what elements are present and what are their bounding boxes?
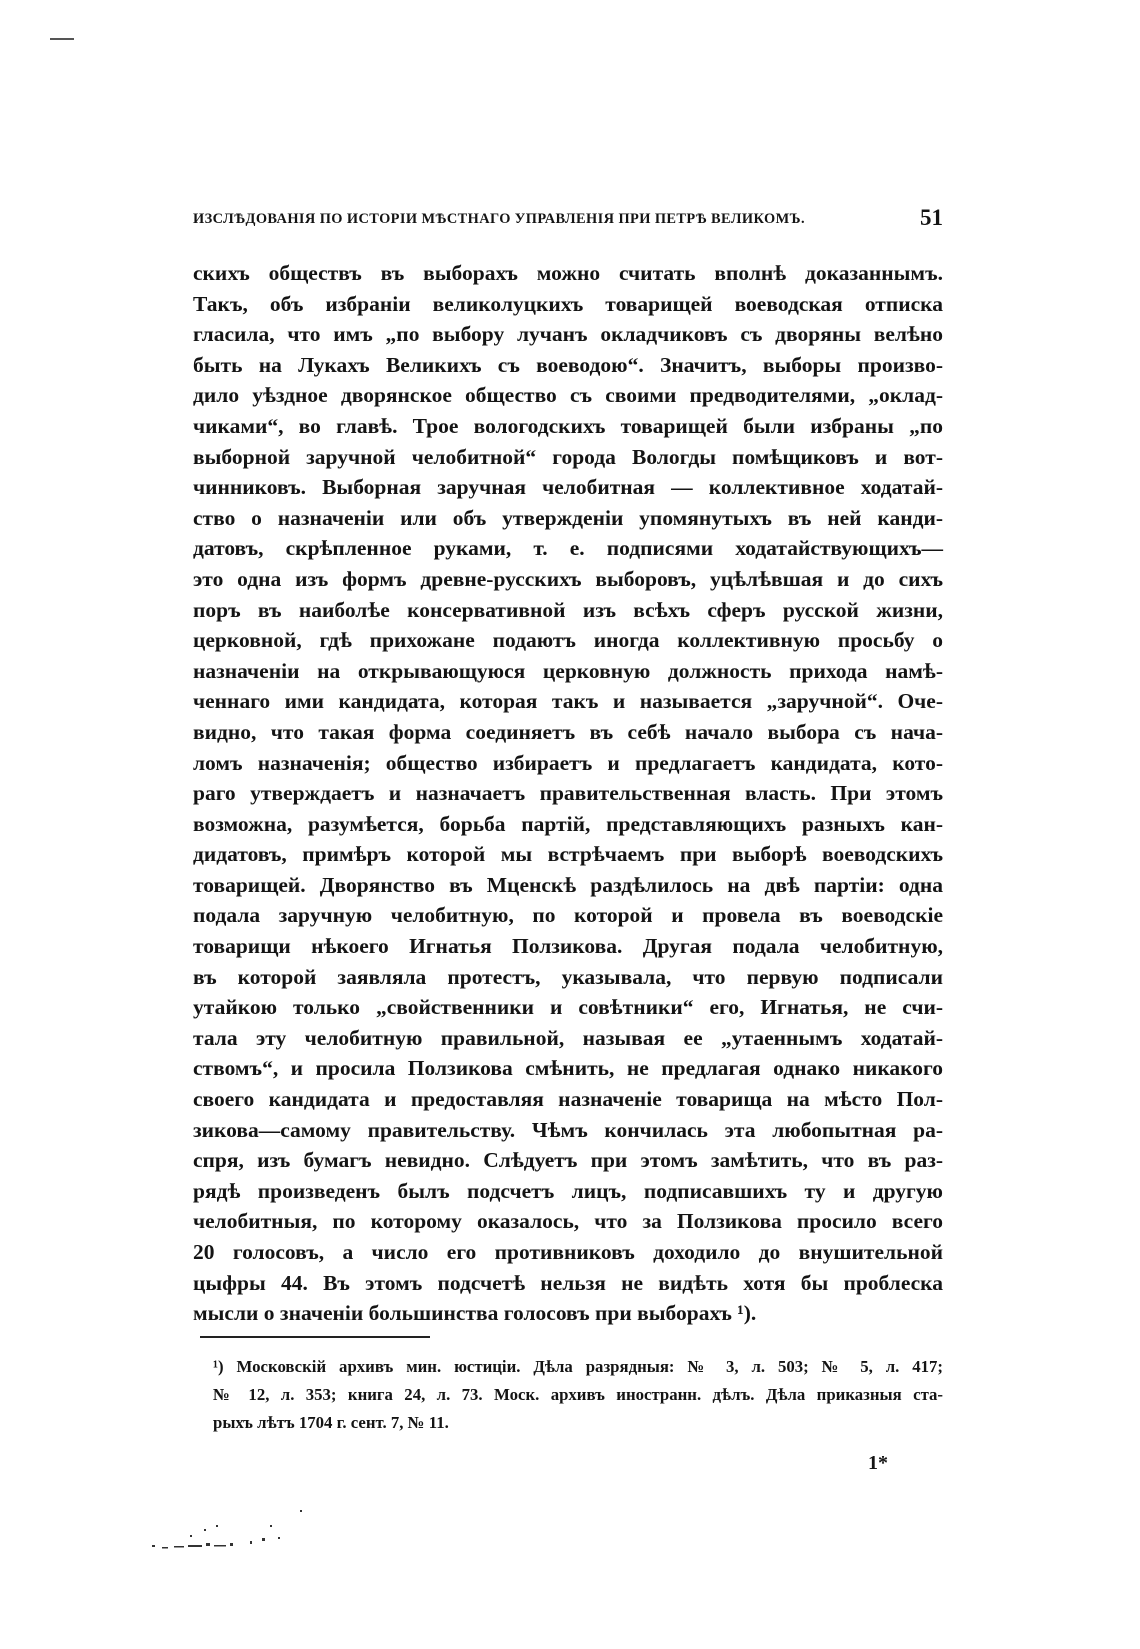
body-line: подала заручную челобитную, по которой и провела въ воеводскіе bbox=[193, 903, 943, 928]
body-line: утайкою только „свойственники и совѣтники“ его, Игнатья, не счи- bbox=[193, 995, 943, 1020]
body-text bbox=[193, 258, 943, 1329]
signature-mark: 1* bbox=[868, 1452, 888, 1474]
body-line: дило уѣздное дворянское общество съ своими предводителями, „оклад- bbox=[193, 383, 943, 408]
body-line: цыфры 44. Въ этомъ подсчетѣ нельзя не видѣть хотя бы проблеска bbox=[193, 1270, 943, 1295]
margin-dash bbox=[50, 38, 74, 40]
body-line: въ которой заявляла протестъ, указывала, что первую подписали bbox=[193, 964, 943, 989]
running-title: ИЗСЛѢДОВАНІЯ ПО ИСТОРІИ МѢСТНАГО УПРАВЛЕНІЯ ПРИ ПЕТРѢ ВЕЛИКОМЪ. bbox=[193, 211, 805, 227]
body-line: товарищей. Дворянство въ Мценскѣ раздѣлилось на двѣ партіи: одна bbox=[193, 872, 943, 897]
body-line: возможна, разумѣется, борьба партій, представляющихъ разныхъ кан- bbox=[193, 811, 943, 836]
footnote-rule bbox=[200, 1336, 430, 1338]
body-line: это одна изъ формъ древне-русскихъ выборовъ, уцѣлѣвшая и до сихъ bbox=[193, 566, 943, 591]
body-line: ломъ назначенія; общество избираетъ и предлагаетъ кандидата, кото- bbox=[193, 750, 943, 775]
body-line: Такъ, объ избраніи великолуцкихъ товарищей воеводская отписка bbox=[193, 291, 943, 316]
body-line: тала эту челобитную правильной, называя ее „утаеннымъ ходатай- bbox=[193, 1025, 943, 1050]
body-line: назначеніи на открывающуюся церковную должность прихода намѣ- bbox=[193, 658, 943, 683]
body-line: дидатовъ, примѣръ которой мы встрѣчаемъ при выборѣ воеводскихъ bbox=[193, 842, 943, 867]
body-line: ченнаго ими кандидата, которая такъ и называется „заручной“. Оче- bbox=[193, 689, 943, 714]
body-line: поръ въ наиболѣе консервативной изъ всѣхъ сферъ русской жизни, bbox=[193, 597, 943, 622]
page-number: 51 bbox=[920, 205, 943, 230]
body-line: спря, изъ бумагъ невидно. Слѣдуетъ при этомъ замѣтить, что въ раз- bbox=[193, 1148, 943, 1173]
footnote-line: № 12, л. 353; книга 24, л. 73. Моск. архивъ иностранн. дѣлъ. Дѣла приказныя ста- bbox=[213, 1385, 943, 1404]
body-line: челобитныя, по которому оказалось, что за Ползикова просило всего bbox=[193, 1209, 943, 1234]
body-line: датовъ, скрѣпленное руками, т. е. подписями ходатайствующихъ— bbox=[193, 536, 943, 561]
body-line: ствомъ“, и просила Ползикова смѣнить, не предлагая однако никакого bbox=[193, 1056, 943, 1081]
body-line: своего кандидата и предоставляя назначеніе товарища на мѣсто Пол- bbox=[193, 1087, 943, 1112]
body-line: чиками“, во главѣ. Трое вологодскихъ товарищей были избраны „по bbox=[193, 413, 943, 438]
body-line: 20 голосовъ, а число его противниковъ доходило до внушительной bbox=[193, 1240, 943, 1264]
body-line: товарищи нѣкоего Игнатья Ползикова. Другая подала челобитную, bbox=[193, 934, 943, 959]
body-line: церковной, гдѣ прихожане подаютъ иногда коллективную просьбу о bbox=[193, 628, 943, 653]
body-line: видно, что такая форма соединяетъ въ себѣ начало выбора съ нача- bbox=[193, 719, 943, 744]
body-line: ство о назначеніи или объ утвержденіи упомянутыхъ въ ней канди- bbox=[193, 505, 943, 530]
body-line: мысли о значеніи большинства голосовъ при выборахъ ¹). bbox=[193, 1301, 757, 1326]
footnote-line: ¹) Московскій архивъ мин. юстиціи. Дѣла разрядныя: № 3, л. 503; № 5, л. 417; bbox=[213, 1357, 943, 1376]
body-line: быть на Лукахъ Великихъ съ воеводою“. Значитъ, выборы произво- bbox=[193, 352, 943, 377]
footnote-line: рыхъ лѣтъ 1704 г. сент. 7, № 11. bbox=[213, 1413, 449, 1432]
body-line: рядѣ произведенъ былъ подсчетъ лицъ, подписавшихъ ту и другую bbox=[193, 1178, 943, 1203]
body-line: чинниковъ. Выборная заручная челобитная — коллективное ходатай- bbox=[193, 475, 943, 500]
body-line: раго утверждаетъ и назначаетъ правительственная власть. При этомъ bbox=[193, 781, 943, 806]
body-line: гласила, что имъ „по выбору лучанъ окладчиковъ съ дворяны велѣно bbox=[193, 322, 943, 347]
running-head bbox=[193, 205, 943, 235]
footnote bbox=[213, 1353, 943, 1437]
body-line: выборной заручной челобитной“ города Вологды помѣщиковъ и вот- bbox=[193, 444, 943, 469]
body-line: скихъ обществъ въ выборахъ можно считать вполнѣ доказаннымъ. bbox=[193, 261, 943, 285]
body-line: зикова—самому правительству. Чѣмъ кончилась эта любопытная ра- bbox=[193, 1117, 943, 1142]
scan-specks bbox=[150, 1505, 310, 1555]
